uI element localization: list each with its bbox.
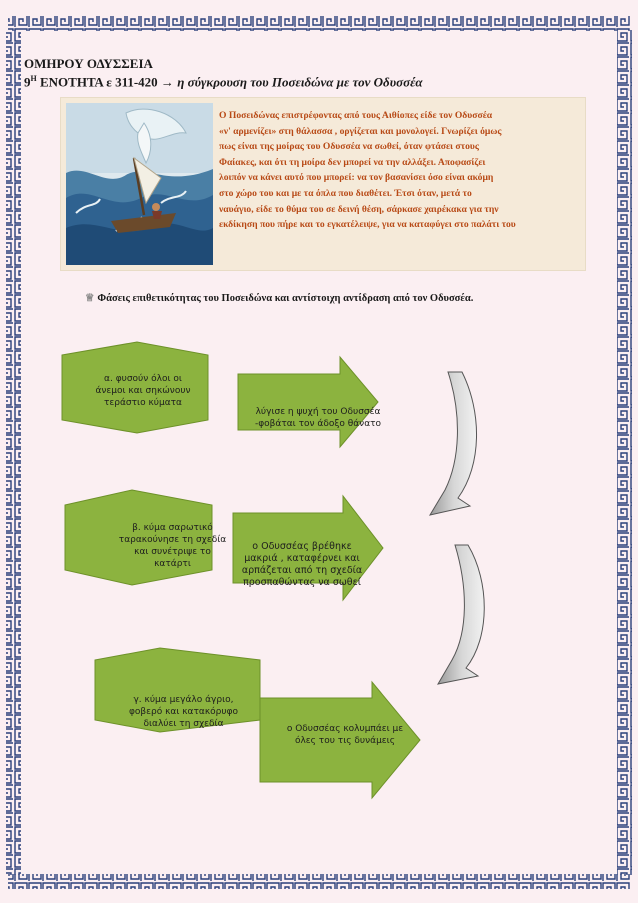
phase-3-reaction-text: ο Οδυσσέας κολυμπάει με όλες του τις δυνάμεις [286,724,404,746]
phase-2-reaction-text: ο Οδυσσέας βρέθηκε μακριά , καταφέρνει και αρπάζεται από τη σχεδία προσπαθώντας να σωθεί [241,541,363,588]
passage-text: Ο Ποσειδώνας επιστρέφοντας από τους Αιθίοπες είδε τον Οδυσσέα «ν' αρμενίζει» στη θάλασσα , οργίζεται και μονολογεί. Γνωρίζει όμως πως είναι της μοίρας του Οδυσσέα να σωθεί, όταν φτάσει στους Φαίακες, και ότι τη μοίρα δεν μπορεί να την αλλάξει. Αποφασίζει λοιπόν να κάνει αυτό που μπορεί: να τον βασανίσει όσο είναι ακόμη στο χώρο του και με τα όπλα που διαθέτει. Έτσι όταν, μετά το ναυάγιο, είδε το θύμα του σε δεινή θέση, σάρκασε χαιρέκακα για την εκδίκηση που πήρε και το εγκατέλειψε, για να καταφύγει στο παλάτι του [219,110,516,231]
phase-1-reaction-arrow [238,357,378,447]
phase-1-curved-arrow [430,372,477,515]
phase-1-reaction-text: λύγισε η ψυχή του Οδυσσέα -φοβάται τον άδοξο θάνατο [254,407,382,429]
phase-1-attack-text: α. φυσούν όλοι οι άνεμοι και σηκώνουν τεράστιο κύματα [95,374,191,408]
unit-sup: Η [30,74,37,83]
phases-heading-text: Φάσεις επιθετικότητας του Ποσειδώνα και αντίστοιχη αντίδραση από τον Οδυσσέα. [97,293,474,304]
crown-icon: ♕ [85,293,95,304]
phase-3-attack-text: γ. κύμα μεγάλο άγριο, φοβερό και κατακόρυφο διαλύει τη σχεδία [128,695,239,729]
phase-2-curved-arrow [438,545,484,684]
phase-2-attack-text: β. κύμα σαρωτικό ταρακούνησε τη σχεδία και συνέτριψε το κατάρτι [118,523,227,569]
unit-label: ΕΝΟΤΗΤΑ ε 311-420 → [39,74,174,90]
ship-in-storm-illustration [66,103,213,265]
unit-number: 9 [24,74,31,90]
phases-heading [85,292,473,304]
document-title: ΟΜΗΡΟΥ ΟΔΥΣΣΕΙΑ [24,56,153,71]
unit-topic: η σύγκρουση του Ποσειδώνα με τον Οδυσσέα [177,74,423,90]
unit-subtitle [24,74,423,90]
